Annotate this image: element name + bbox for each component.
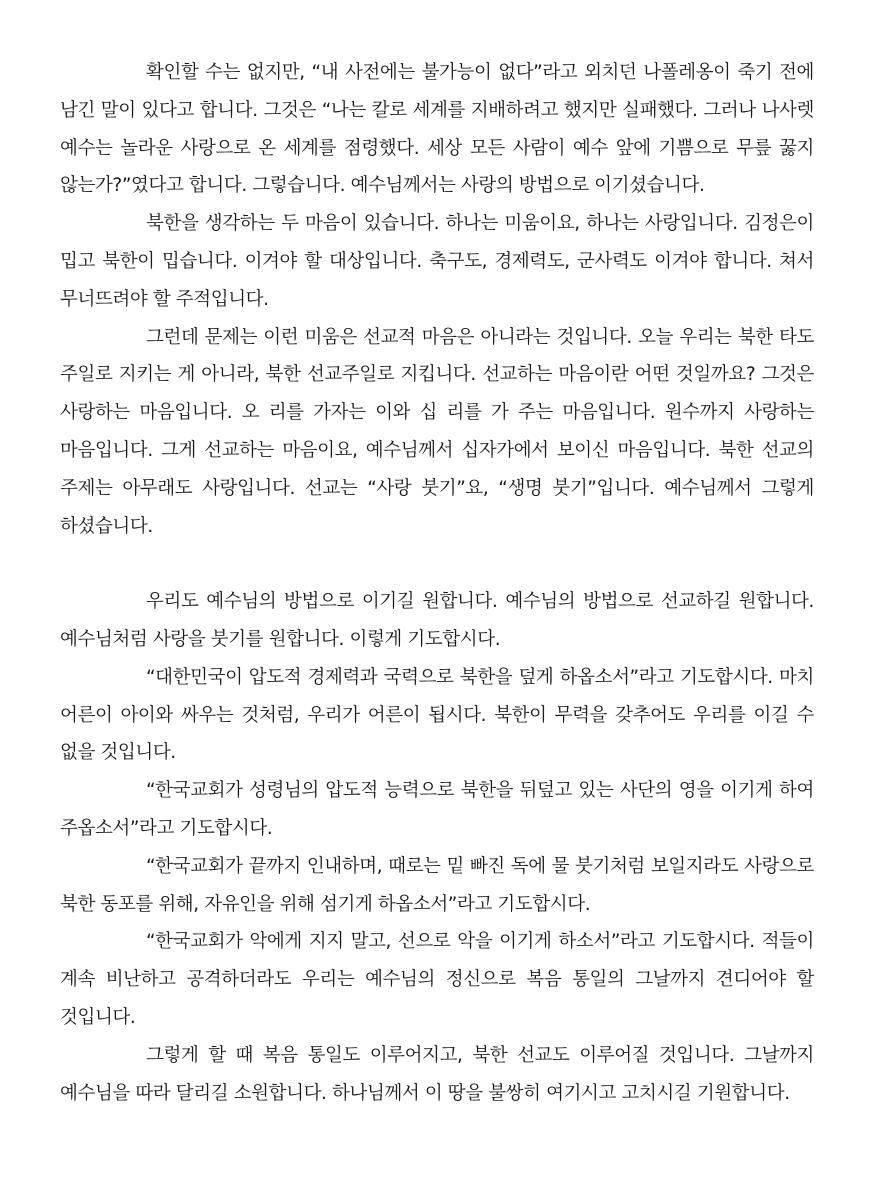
paragraph-prayer-overcome-evil: “한국교회가 악에게 지지 말고, 선으로 악을 이기게 하소서”라고 기도합시다. 적들이 계속 비난하고 공격하더라도 우리는 예수님의 정신으로 복음 통일의 그날까지 견디어야 할 것입니다. (60, 931, 814, 1028)
paragraph-two-hearts: 북한을 생각하는 두 마음이 있습니다. 하나는 미움이요, 하나는 사랑입니다. 김정은이 밉고 북한이 밉습니다. 이겨야 할 대상입니다. 축구도, 경제력도, 군사력도 이겨야 합니다. 쳐서 무너뜨려야 할 주적입니다. (60, 213, 814, 310)
paragraph-jesus-way: 우리도 예수님의 방법으로 이기길 원합니다. 예수님의 방법으로 선교하길 원합니다. 예수님처럼 사랑을 붓기를 원합니다. 이렇게 기도합시다. (60, 591, 814, 650)
paragraph-prayer-national-power: “대한민국이 압도적 경제력과 국력으로 북한을 덮게 하옵소서”라고 기도합시다. 마치 어른이 아이와 싸우는 것처럼, 우리가 어른이 됩시다. 북한이 무력을 갖추어도 우리를 이길 수 없을 것입니다. (60, 666, 814, 764)
paragraph-closing: 그렇게 할 때 복음 통일도 이루어지고, 북한 선교도 이루어질 것입니다. 그날까지 예수님을 따라 달리길 소원합니다. 하나님께서 이 땅을 불쌍히 여기시고 고치시길 기원합니다. (60, 1044, 814, 1104)
paragraph-prayer-holy-spirit: “한국교회가 성령님의 압도적 능력으로 북한을 뒤덮고 있는 사단의 영을 이기게 하여 주옵소서”라고 기도합시다. (60, 780, 814, 839)
paragraph-spacer (60, 545, 814, 583)
paragraph-napoleon: 확인할 수는 없지만, “내 사전에는 불가능이 없다”라고 외치던 나폴레옹이 죽기 전에 남긴 말이 있다고 합니다. 그것은 “나는 칼로 세계를 지배하려고 했지만 실패했다. 그러나 나사렛 예수는 놀라운 사랑으로 온 세계를 점령했다. 세상 모든 사람이 예수 앞에 기쁨으로 무릎 꿇지 않는가?”였다고 합니다. 그렇습니다. 예수님께서는 사랑의 방법으로 이기셨습니다. (60, 62, 814, 197)
document-body (60, 54, 814, 1112)
paragraph-mission-heart: 그런데 문제는 이런 미움은 선교적 마음은 아니라는 것입니다. 오늘 우리는 북한 타도 주일로 지키는 게 아니라, 북한 선교주일로 지킵니다. 선교하는 마음이란 어떤 것일까요? 그것은 사랑하는 마음입니다. 오 리를 가자는 이와 십 리를 가 주는 마음입니다. 원수까지 사랑하는 마음입니다. 그게 선교하는 마음이요, 예수님께서 십자가에서 보이신 마음입니다. 북한 선교의 주제는 아무래도 사랑입니다. 선교는 “사랑 붓기”요, “생명 붓기”입니다. 예수님께서 그렇게 하셨습니다. (60, 326, 814, 537)
paragraph-prayer-patience: “한국교회가 끝까지 인내하며, 때로는 밑 빠진 독에 물 붓기처럼 보일지라도 사랑으로 북한 동포를 위해, 자유인을 위해 섬기게 하옵소서”라고 기도합시다. (60, 855, 814, 915)
